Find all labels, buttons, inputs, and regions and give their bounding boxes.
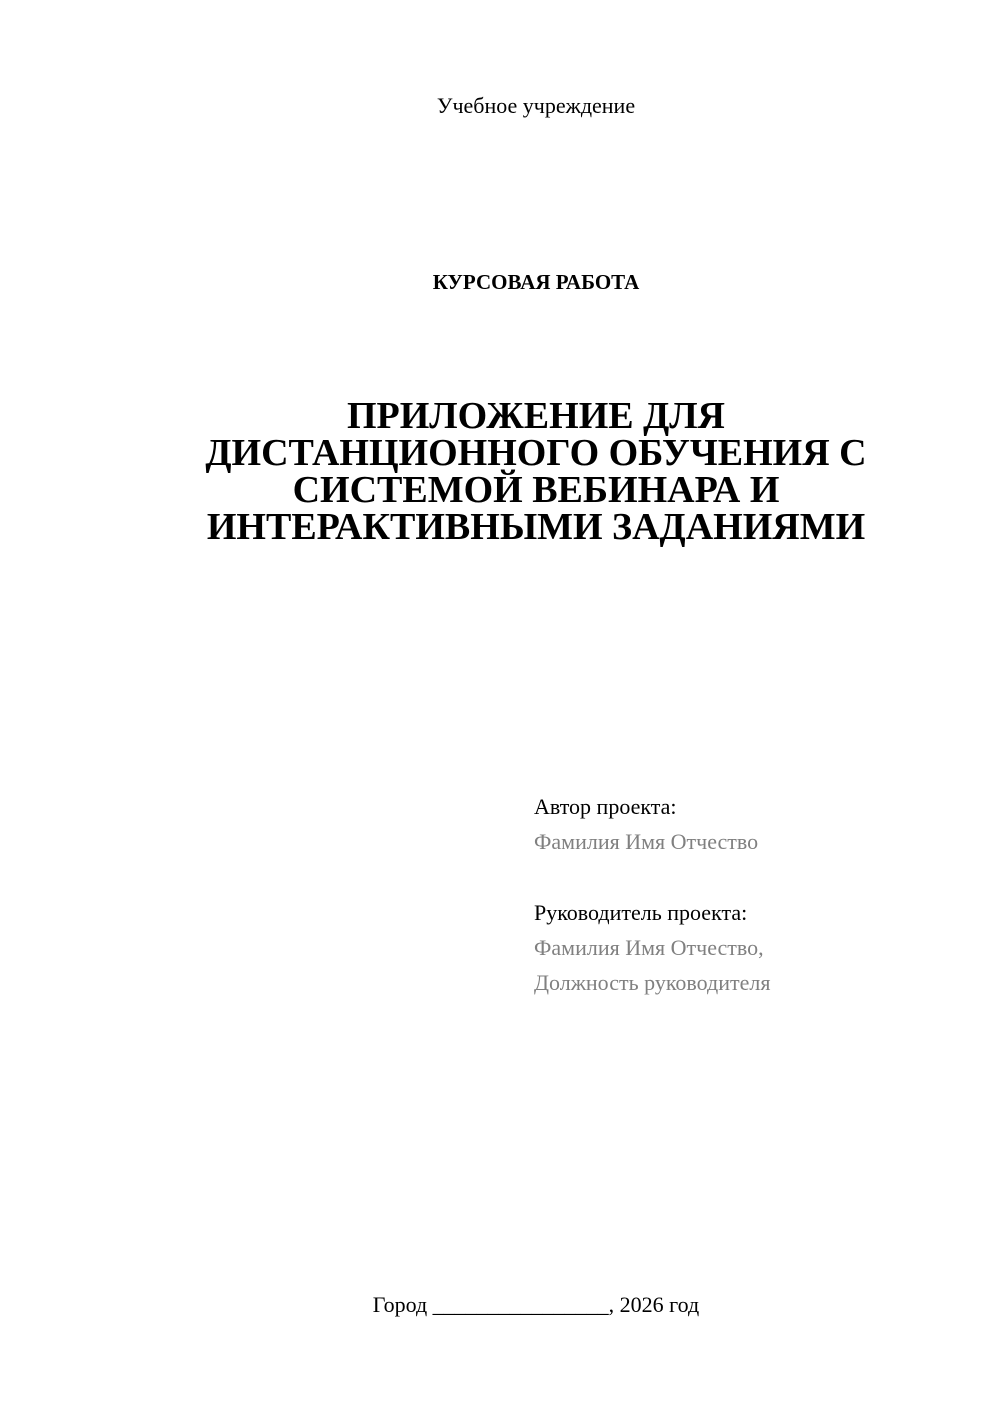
title-line-1: ПРИЛОЖЕНИЕ ДЛЯ [346,395,726,437]
credits-block [534,789,974,1000]
city-year-footer: Город ________________, 2026 год [372,1292,700,1317]
supervisor-name: Фамилия Имя Отчество, [534,935,764,960]
credits-spacer [534,859,974,895]
title-line-4: ИНТЕРАКТИВНЫМИ ЗАДАНИЯМИ [206,506,866,548]
document-title [0,395,1000,548]
author-label: Автор проекта: [534,794,677,819]
title-line-2: ДИСТАНЦИОННОГО ОБУЧЕНИЯ С [205,432,867,474]
author-name: Фамилия Имя Отчество [534,829,759,854]
supervisor-label: Руководитель проекта: [534,900,748,925]
institution-name: Учебное учреждение [436,93,636,118]
work-type-heading: КУРСОВАЯ РАБОТА [432,270,640,294]
title-line-3: СИСТЕМОЙ ВЕБИНАРА И [292,469,780,511]
supervisor-position: Должность руководителя [534,970,771,995]
